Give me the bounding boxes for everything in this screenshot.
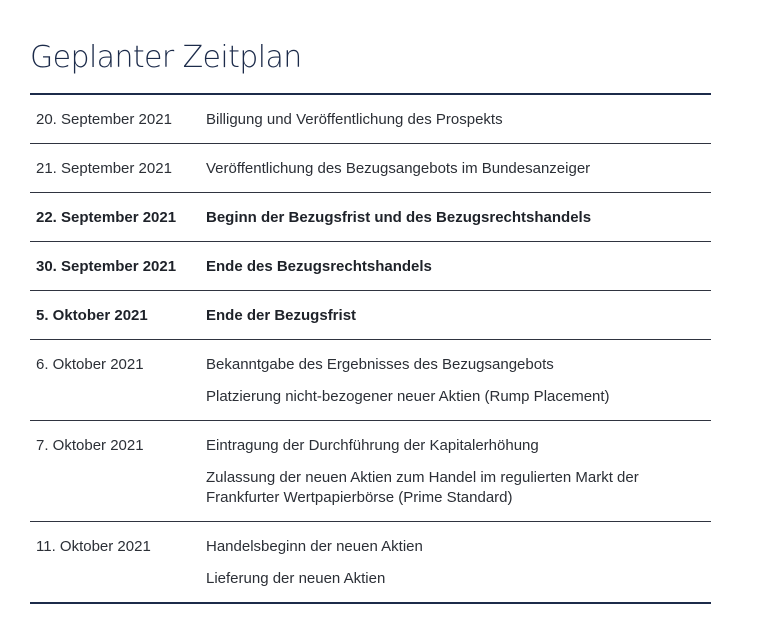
schedule-row xyxy=(30,143,711,192)
schedule-event: Zulassung der neuen Aktien zum Handel im regulierten Markt der Frankfurter Wertpapierbörse (Prime Standard) xyxy=(206,469,639,506)
schedule-date: 30. September 2021 xyxy=(36,258,177,275)
schedule-event: Ende der Bezugsfrist xyxy=(206,307,357,324)
schedule-event: Beginn der Bezugsfrist und des Bezugsrechtshandels xyxy=(206,209,592,226)
schedule-event: Billigung und Veröffentlichung des Prospekts xyxy=(206,111,503,128)
page-title: Geplanter Zeitplan xyxy=(30,40,302,75)
schedule-date: 5. Oktober 2021 xyxy=(36,307,148,324)
schedule-date: 20. September 2021 xyxy=(36,111,172,128)
schedule-events xyxy=(206,257,711,277)
schedule-event: Lieferung der neuen Aktien xyxy=(206,570,386,587)
schedule-row xyxy=(30,95,711,143)
schedule-event: Bekanntgabe des Ergebnisses des Bezugsangebots xyxy=(206,356,554,373)
schedule-date: 22. September 2021 xyxy=(36,209,177,226)
schedule-event: Eintragung der Durchführung der Kapitalerhöhung xyxy=(206,437,539,454)
schedule-date: 21. September 2021 xyxy=(36,160,172,177)
schedule-events xyxy=(206,436,711,508)
schedule-row xyxy=(30,192,711,241)
schedule-events xyxy=(206,537,711,589)
schedule-event: Platzierung nicht-bezogener neuer Aktien (Rump Placement) xyxy=(206,388,610,405)
schedule-event: Ende des Bezugsrechtshandels xyxy=(206,258,432,275)
schedule-row xyxy=(30,420,711,521)
schedule-events xyxy=(206,306,711,326)
schedule-events xyxy=(206,355,711,407)
schedule-row xyxy=(30,290,711,339)
schedule-date: 11. Oktober 2021 xyxy=(36,538,151,555)
schedule-event: Handelsbeginn der neuen Aktien xyxy=(206,538,423,555)
schedule-row xyxy=(30,241,711,290)
schedule-table xyxy=(30,93,711,604)
schedule-date: 7. Oktober 2021 xyxy=(36,437,144,454)
schedule-events xyxy=(206,208,711,228)
schedule-row xyxy=(30,339,711,420)
schedule-row xyxy=(30,521,711,602)
schedule-date: 6. Oktober 2021 xyxy=(36,356,144,373)
schedule-events xyxy=(206,110,711,130)
schedule-events xyxy=(206,159,711,179)
schedule-event: Veröffentlichung des Bezugsangebots im Bundesanzeiger xyxy=(206,160,591,177)
